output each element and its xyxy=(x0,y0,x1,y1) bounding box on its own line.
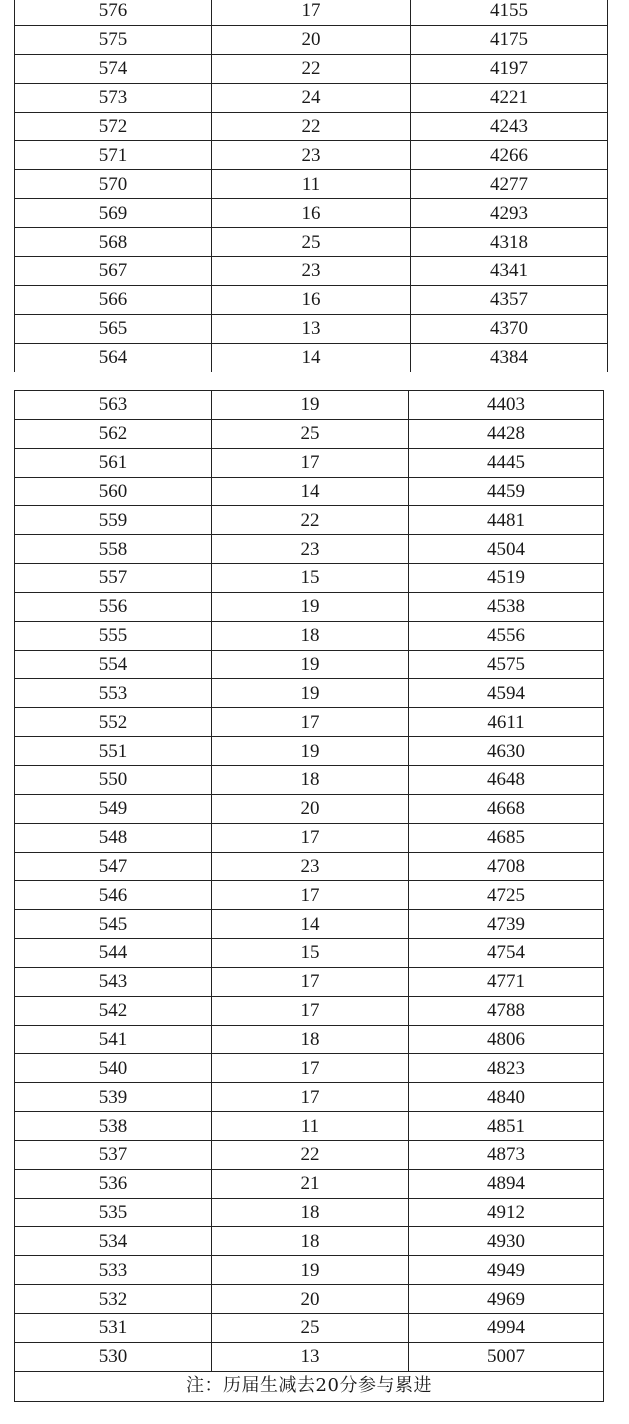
score-cell: 575 xyxy=(15,25,212,54)
cumulative-cell: 4685 xyxy=(409,823,604,852)
cumulative-cell: 4771 xyxy=(409,967,604,996)
cumulative-cell: 4445 xyxy=(409,448,604,477)
count-cell: 18 xyxy=(212,765,409,794)
cumulative-cell: 4912 xyxy=(409,1198,604,1227)
table-row xyxy=(15,1314,604,1343)
score-cell: 533 xyxy=(15,1256,212,1285)
cumulative-cell: 4648 xyxy=(409,765,604,794)
cumulative-cell: 4243 xyxy=(411,112,608,141)
count-cell: 18 xyxy=(212,621,409,650)
table-note: 注：历届生减去20分参与累进 xyxy=(15,1371,604,1401)
score-cell: 551 xyxy=(15,737,212,766)
count-cell: 17 xyxy=(212,1054,409,1083)
cumulative-cell: 4949 xyxy=(409,1256,604,1285)
score-cell: 572 xyxy=(15,112,212,141)
count-cell: 18 xyxy=(212,1227,409,1256)
score-table-bottom xyxy=(14,390,604,1402)
count-cell: 19 xyxy=(212,592,409,621)
table-row xyxy=(15,737,604,766)
count-cell: 17 xyxy=(212,0,411,25)
score-cell: 542 xyxy=(15,996,212,1025)
table-row xyxy=(15,419,604,448)
cumulative-cell: 4459 xyxy=(409,477,604,506)
count-cell: 17 xyxy=(212,823,409,852)
score-cell: 534 xyxy=(15,1227,212,1256)
table-row xyxy=(15,54,608,83)
count-cell: 25 xyxy=(212,419,409,448)
score-cell: 558 xyxy=(15,535,212,564)
table-row xyxy=(15,228,608,257)
cumulative-cell: 4840 xyxy=(409,1083,604,1112)
cumulative-cell: 4806 xyxy=(409,1025,604,1054)
count-cell: 22 xyxy=(212,506,409,535)
count-cell: 21 xyxy=(212,1169,409,1198)
cumulative-cell: 4318 xyxy=(411,228,608,257)
table-row xyxy=(15,996,604,1025)
cumulative-cell: 4428 xyxy=(409,419,604,448)
cumulative-cell: 4266 xyxy=(411,141,608,170)
score-cell: 549 xyxy=(15,794,212,823)
cumulative-cell: 4504 xyxy=(409,535,604,564)
score-cell: 547 xyxy=(15,852,212,881)
table-row xyxy=(15,852,604,881)
table-row xyxy=(15,314,608,343)
count-cell: 11 xyxy=(212,1112,409,1141)
count-cell: 15 xyxy=(212,939,409,968)
score-cell: 567 xyxy=(15,257,212,286)
cumulative-cell: 4538 xyxy=(409,592,604,621)
page-gap xyxy=(0,374,629,390)
cumulative-cell: 4739 xyxy=(409,910,604,939)
score-cell: 544 xyxy=(15,939,212,968)
count-cell: 19 xyxy=(212,679,409,708)
count-cell: 16 xyxy=(212,285,411,314)
table-row xyxy=(15,25,608,54)
count-cell: 25 xyxy=(212,1314,409,1343)
score-cell: 553 xyxy=(15,679,212,708)
table-row xyxy=(15,650,604,679)
cumulative-cell: 4630 xyxy=(409,737,604,766)
table-row xyxy=(15,823,604,852)
table-row xyxy=(15,391,604,420)
table-row xyxy=(15,1198,604,1227)
score-cell: 536 xyxy=(15,1169,212,1198)
score-cell: 571 xyxy=(15,141,212,170)
table-row xyxy=(15,257,608,286)
cumulative-cell: 4197 xyxy=(411,54,608,83)
table-row xyxy=(15,506,604,535)
score-cell: 561 xyxy=(15,448,212,477)
table-row xyxy=(15,1285,604,1314)
score-cell: 570 xyxy=(15,170,212,199)
score-cell: 550 xyxy=(15,765,212,794)
table-row xyxy=(15,285,608,314)
count-cell: 22 xyxy=(212,54,411,83)
table-row xyxy=(15,170,608,199)
table-row xyxy=(15,1083,604,1112)
count-cell: 22 xyxy=(212,112,411,141)
cumulative-cell: 4725 xyxy=(409,881,604,910)
score-cell: 556 xyxy=(15,592,212,621)
count-cell: 14 xyxy=(212,343,411,371)
score-cell: 559 xyxy=(15,506,212,535)
cumulative-cell: 4668 xyxy=(409,794,604,823)
table-row xyxy=(15,1227,604,1256)
cumulative-cell: 4293 xyxy=(411,199,608,228)
count-cell: 17 xyxy=(212,881,409,910)
count-cell: 22 xyxy=(212,1140,409,1169)
count-cell: 20 xyxy=(212,794,409,823)
score-cell: 552 xyxy=(15,708,212,737)
count-cell: 13 xyxy=(212,314,411,343)
table-row xyxy=(15,967,604,996)
cumulative-cell: 5007 xyxy=(409,1342,604,1371)
count-cell: 14 xyxy=(212,910,409,939)
table-row xyxy=(15,477,604,506)
cumulative-cell: 4370 xyxy=(411,314,608,343)
count-cell: 23 xyxy=(212,852,409,881)
table-row xyxy=(15,112,608,141)
count-cell: 17 xyxy=(212,1083,409,1112)
score-cell: 564 xyxy=(15,343,212,371)
score-cell: 554 xyxy=(15,650,212,679)
cumulative-cell: 4175 xyxy=(411,25,608,54)
cumulative-cell: 4873 xyxy=(409,1140,604,1169)
table-row xyxy=(15,535,604,564)
cumulative-cell: 4851 xyxy=(409,1112,604,1141)
table-row xyxy=(15,448,604,477)
table-row xyxy=(15,910,604,939)
count-cell: 14 xyxy=(212,477,409,506)
cumulative-cell: 4341 xyxy=(411,257,608,286)
table-row xyxy=(15,939,604,968)
count-cell: 19 xyxy=(212,737,409,766)
count-cell: 18 xyxy=(212,1025,409,1054)
cumulative-cell: 4894 xyxy=(409,1169,604,1198)
cumulative-cell: 4930 xyxy=(409,1227,604,1256)
score-cell: 530 xyxy=(15,1342,212,1371)
count-cell: 17 xyxy=(212,708,409,737)
count-cell: 17 xyxy=(212,996,409,1025)
count-cell: 23 xyxy=(212,141,411,170)
table-row xyxy=(15,0,608,25)
table-row xyxy=(15,564,604,593)
cumulative-cell: 4556 xyxy=(409,621,604,650)
table-body-bottom xyxy=(15,391,604,1372)
score-cell: 555 xyxy=(15,621,212,650)
score-cell: 546 xyxy=(15,881,212,910)
score-cell: 574 xyxy=(15,54,212,83)
score-cell: 535 xyxy=(15,1198,212,1227)
table-row xyxy=(15,1169,604,1198)
table-row xyxy=(15,794,604,823)
table-body-top xyxy=(15,0,608,372)
cumulative-cell: 4481 xyxy=(409,506,604,535)
cumulative-cell: 4823 xyxy=(409,1054,604,1083)
score-cell: 539 xyxy=(15,1083,212,1112)
cumulative-cell: 4594 xyxy=(409,679,604,708)
table-row xyxy=(15,1342,604,1371)
count-cell: 11 xyxy=(212,170,411,199)
cumulative-cell: 4611 xyxy=(409,708,604,737)
table-row xyxy=(15,199,608,228)
score-cell: 576 xyxy=(15,0,212,25)
score-table-top xyxy=(14,0,608,372)
cumulative-cell: 4384 xyxy=(411,343,608,371)
count-cell: 23 xyxy=(212,257,411,286)
score-cell: 566 xyxy=(15,285,212,314)
count-cell: 20 xyxy=(212,1285,409,1314)
count-cell: 25 xyxy=(212,228,411,257)
table-row xyxy=(15,621,604,650)
cumulative-cell: 4519 xyxy=(409,564,604,593)
table-row xyxy=(15,881,604,910)
cumulative-cell: 4994 xyxy=(409,1314,604,1343)
score-cell: 545 xyxy=(15,910,212,939)
table-row xyxy=(15,708,604,737)
score-cell: 540 xyxy=(15,1054,212,1083)
count-cell: 16 xyxy=(212,199,411,228)
score-cell: 531 xyxy=(15,1314,212,1343)
score-cell: 538 xyxy=(15,1112,212,1141)
score-cell: 565 xyxy=(15,314,212,343)
table-row xyxy=(15,1112,604,1141)
count-cell: 17 xyxy=(212,448,409,477)
cumulative-cell: 4357 xyxy=(411,285,608,314)
table-row xyxy=(15,1025,604,1054)
score-cell: 573 xyxy=(15,83,212,112)
cumulative-cell: 4754 xyxy=(409,939,604,968)
count-cell: 17 xyxy=(212,967,409,996)
cumulative-cell: 4575 xyxy=(409,650,604,679)
table-row xyxy=(15,343,608,371)
score-cell: 548 xyxy=(15,823,212,852)
table-row xyxy=(15,1054,604,1083)
table-row xyxy=(15,765,604,794)
count-cell: 15 xyxy=(212,564,409,593)
count-cell: 23 xyxy=(212,535,409,564)
score-cell: 543 xyxy=(15,967,212,996)
cumulative-cell: 4708 xyxy=(409,852,604,881)
table-row xyxy=(15,83,608,112)
score-cell: 569 xyxy=(15,199,212,228)
table-row xyxy=(15,1256,604,1285)
cumulative-cell: 4155 xyxy=(411,0,608,25)
count-cell: 18 xyxy=(212,1198,409,1227)
score-cell: 541 xyxy=(15,1025,212,1054)
count-cell: 24 xyxy=(212,83,411,112)
table-row xyxy=(15,141,608,170)
count-cell: 19 xyxy=(212,1256,409,1285)
table-row xyxy=(15,679,604,708)
cumulative-cell: 4221 xyxy=(411,83,608,112)
count-cell: 20 xyxy=(212,25,411,54)
score-cell: 532 xyxy=(15,1285,212,1314)
note-row xyxy=(15,1371,604,1401)
count-cell: 19 xyxy=(212,650,409,679)
table-row xyxy=(15,592,604,621)
cumulative-cell: 4277 xyxy=(411,170,608,199)
score-cell: 562 xyxy=(15,419,212,448)
count-cell: 13 xyxy=(212,1342,409,1371)
score-cell: 537 xyxy=(15,1140,212,1169)
score-cell: 568 xyxy=(15,228,212,257)
cumulative-cell: 4403 xyxy=(409,391,604,420)
score-cell: 560 xyxy=(15,477,212,506)
count-cell: 19 xyxy=(212,391,409,420)
cumulative-cell: 4788 xyxy=(409,996,604,1025)
score-cell: 557 xyxy=(15,564,212,593)
table-row xyxy=(15,1140,604,1169)
score-cell: 563 xyxy=(15,391,212,420)
cumulative-cell: 4969 xyxy=(409,1285,604,1314)
